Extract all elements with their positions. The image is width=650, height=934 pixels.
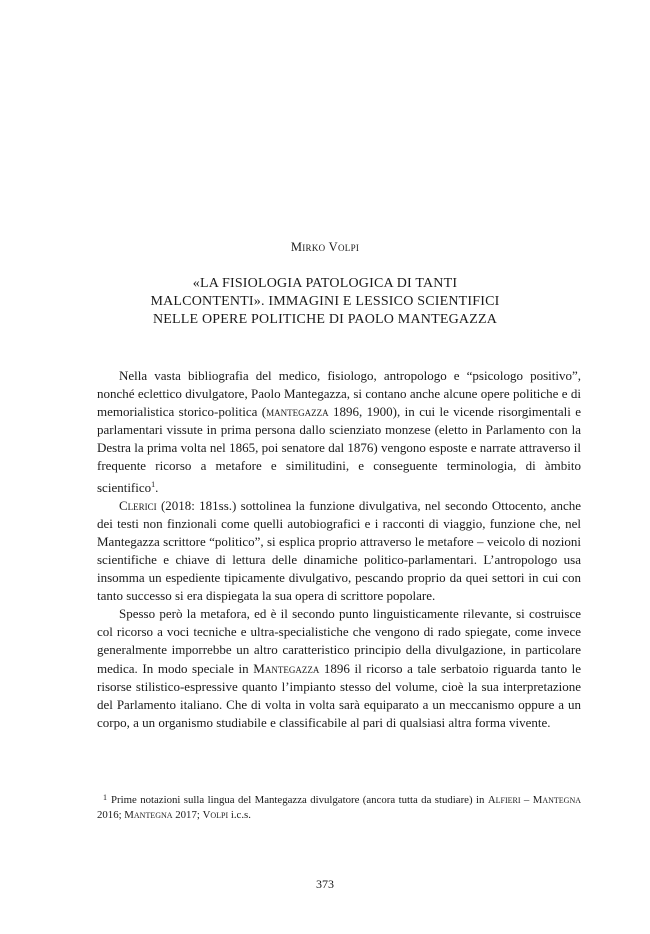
paragraph-1-text-c: . xyxy=(155,479,159,495)
footnote-number: 1 xyxy=(103,793,107,802)
citation-volpi: Volpi xyxy=(202,808,229,821)
footnote xyxy=(97,791,581,822)
article-title xyxy=(100,275,550,329)
page-number: 373 xyxy=(316,877,334,891)
footnote-text-e: i.c.s. xyxy=(228,808,251,821)
citation-alfieri: Alfieri xyxy=(487,794,521,806)
paragraph-1-text-a: Nella vasta bibliografia del medico, fisiologo, antropologo e “psicologo positivo”, nonché eclettico divulgatore, Paolo Mantegazza, si contano anche alcune opere politiche e di memorialistica storico-politica ( xyxy=(97,368,581,420)
article-body xyxy=(97,367,581,732)
title-line-3: NELLE OPERE POLITICHE DI PAOLO MANTEGAZZA xyxy=(152,312,498,327)
footnote-ref: 1 xyxy=(151,479,156,489)
paragraph-2-text: (2018: 181ss.) sottolinea la funzione divulgativa, nel secondo Ottocento, anche dei testi non finzionali come quelli autobiografici e i racconti di viaggio, funzione che, nel Mantegazza scrittore “politico”, si esplica proprio attraverso le metafore – veicolo di nozioni scientifiche e chiave di lettura delle dinamiche politico-parlamentari. L’antropologo usa insomma un espediente tipicamente divulgativo, pescando proprio da quei settori in cui con tanto successo si era dispiegata la sua opera di scrittore popolare. xyxy=(97,497,581,604)
paragraph-2 xyxy=(97,497,581,606)
citation-mantegna-1: Mantegna xyxy=(532,794,582,806)
citation-clerici: Clerici xyxy=(119,497,157,513)
paragraph-1 xyxy=(97,367,581,497)
author-name: Mirko Volpi xyxy=(290,240,360,254)
title-line-1: «LA FISIOLOGIA PATOLOGICA DI TANTI xyxy=(192,276,458,291)
paragraph-3-text-b: 1896 il ricorso a tale serbatoio riguarda tanto le risorse stilistico-espressive quanto l’impianto stesso del volume, cioè la sua interpretazione del Parlamento italiano. Che di volta in volta sarà equiparato a un meccanismo oppure a un corpo, a un organismo studiabile e classificabile al pari di qualsiasi altra forma vivente. xyxy=(97,660,582,730)
citation-mantegazza-2: Mantegazza xyxy=(253,660,320,676)
paragraph-1-text-b: 1896, 1900), in cui le vicende risorgimentali e parlamentari vissute in prima persona dallo scienziato monzese (eletto in Parlamento con la Destra la prima volta nel 1865, poi senatore dal 1876) vengono esposte e narrate attraverso il frequente ricorso a metafore e similitudini, e conseguente terminologia, di àmbito scientifico xyxy=(97,404,581,495)
footnote-text-a: Prime notazioni sulla lingua del Mantegazza divulgatore (ancora tutta da studiare) in xyxy=(111,794,488,806)
citation-mantegazza: mantegazza xyxy=(266,404,329,420)
footnote-text-d: 2017; xyxy=(172,808,203,821)
citation-mantegna-2: Mantegna xyxy=(124,808,173,821)
footnote-text-b: – xyxy=(520,794,533,806)
paragraph-3-text-a: Spesso però la metafora, ed è il secondo punto linguisticamente rilevante, si costruisce col ricorso a voci tecniche e ultra-specialistiche che vengono di rado spiegate, come invece generalmente imporrebbe un altro caratteristico principio della divulgazione, in particolare medica. In modo speciale in xyxy=(97,606,581,676)
paragraph-3 xyxy=(97,605,581,732)
title-line-2: MALCONTENTI». IMMAGINI E LESSICO SCIENTIFICI xyxy=(150,294,500,309)
footnote-text-c: 2016; xyxy=(97,808,125,821)
